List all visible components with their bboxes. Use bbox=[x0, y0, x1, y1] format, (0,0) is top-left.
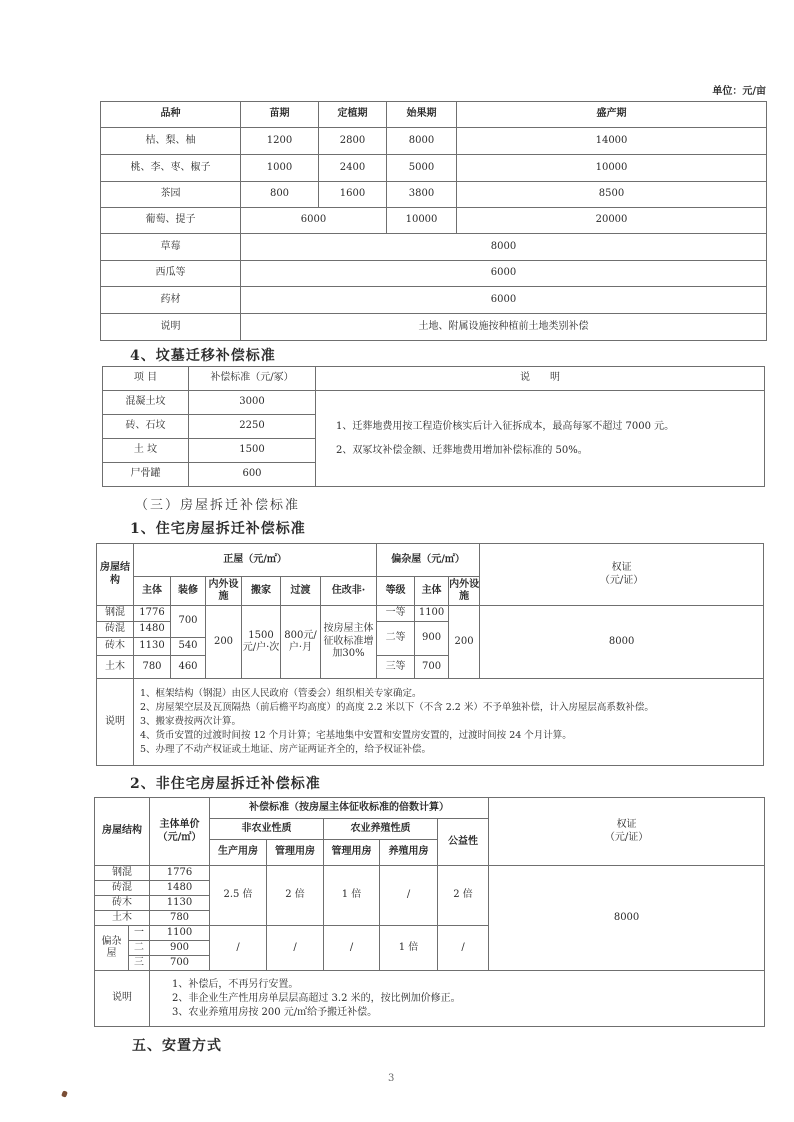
header-side-main: 主体 bbox=[415, 577, 449, 606]
header-planting: 定植期 bbox=[319, 102, 387, 128]
header-certificate bbox=[489, 798, 765, 866]
value-cell: 14000 bbox=[457, 128, 767, 155]
header-transition: 过渡 bbox=[281, 577, 321, 606]
value-cell: 6000 bbox=[241, 261, 767, 287]
certificate-value: 8000 bbox=[480, 606, 764, 679]
multiplier-cell: 2.5 倍 bbox=[210, 866, 267, 926]
header-main-body: 主体 bbox=[134, 577, 171, 606]
value-cell: 700 bbox=[150, 956, 210, 971]
structure-cell: 土木 bbox=[97, 656, 134, 679]
value-cell: 700 bbox=[171, 606, 206, 638]
value-cell: 200 bbox=[449, 606, 480, 679]
value-cell: 200 bbox=[206, 606, 242, 679]
header-item: 项 目 bbox=[103, 367, 189, 391]
header-peak: 盛产期 bbox=[457, 102, 767, 128]
header-variety: 品种 bbox=[101, 102, 241, 128]
header-standard: 补偿标准（元/冢） bbox=[189, 367, 316, 391]
note-line: 4、货币安置的过渡时间按 12 个月计算；宅基地集中安置和安置房安置的，过渡时间按 24 个月计算。 bbox=[140, 730, 572, 741]
note-line: 1、迁葬地费用按工程造价核实后计入征拆成本，最高每冢不超过 7000 元。 bbox=[336, 420, 675, 432]
section-heading-non-residential: 2、非住宅房屋拆迁补偿标准 bbox=[130, 776, 321, 792]
header-conversion: 住改非· bbox=[321, 577, 377, 606]
item-cell: 尸骨罐 bbox=[103, 463, 189, 487]
table-row bbox=[101, 208, 767, 234]
transition-cell: 800元/户·月 bbox=[281, 606, 321, 679]
section-heading-graves: 4、坟墓迁移补偿标准 bbox=[130, 348, 276, 364]
header-management: 管理用房 bbox=[267, 840, 324, 866]
table-row bbox=[101, 182, 767, 208]
table-header-row bbox=[101, 102, 767, 128]
grade-cell: 一 bbox=[129, 926, 150, 941]
header-unit-price: 主体单价（元/㎡） bbox=[150, 798, 210, 866]
table-header-row bbox=[97, 544, 764, 577]
table-row bbox=[101, 261, 767, 287]
value-cell: 3800 bbox=[387, 182, 457, 208]
variety-cell: 西瓜等 bbox=[101, 261, 241, 287]
certificate-unit: （元/证） bbox=[604, 831, 649, 843]
value-cell: 780 bbox=[134, 656, 171, 679]
table-header-row bbox=[95, 798, 765, 819]
header-breeding: 养殖用房 bbox=[380, 840, 438, 866]
value-cell: 1776 bbox=[134, 606, 171, 622]
grade-cell: 三等 bbox=[377, 656, 415, 679]
notes-label: 说明 bbox=[97, 679, 134, 766]
note-line: 3、农业养殖用房按 200 元/㎡给予搬迁补偿。 bbox=[172, 1006, 378, 1018]
multiplier-cell: 2 倍 bbox=[267, 866, 324, 926]
notes-label: 说明 bbox=[101, 314, 241, 341]
variety-cell: 桃、李、枣、椒子 bbox=[101, 155, 241, 182]
note-line: 2、双冢坟补偿金额、迁葬地费用增加补偿标准的 50%。 bbox=[336, 444, 588, 456]
section-heading-house: （三）房屋拆迁补偿标准 bbox=[135, 498, 301, 513]
structure-cell: 砖木 bbox=[95, 896, 150, 911]
value-cell: 1200 bbox=[241, 128, 319, 155]
structure-cell: 土木 bbox=[95, 911, 150, 926]
header-side-facilities: 内外设施 bbox=[449, 577, 480, 606]
scan-artifact bbox=[61, 1090, 68, 1097]
value-cell: 460 bbox=[171, 656, 206, 679]
notes-label: 说明 bbox=[95, 971, 150, 1027]
header-agri-management: 管理用房 bbox=[324, 840, 380, 866]
multiplier-cell: / bbox=[324, 926, 380, 971]
multiplier-cell: 1 倍 bbox=[380, 926, 438, 971]
header-notes: 说 明 bbox=[316, 367, 765, 391]
moving-cell: 1500元/户·次 bbox=[242, 606, 281, 679]
variety-cell: 桔、梨、柚 bbox=[101, 128, 241, 155]
non-residential-compensation-table bbox=[94, 797, 765, 1027]
grave-compensation-table bbox=[102, 366, 765, 487]
variety-cell: 草莓 bbox=[101, 234, 241, 261]
note-line: 2、房屋架空层及瓦顶隔热（前后檐平均高度）的高度 2.2 米以下（不含 2.2 米）不予单独补偿，计入房屋层高系数补偿。 bbox=[140, 702, 654, 713]
value-cell: 1130 bbox=[150, 896, 210, 911]
header-fruiting: 始果期 bbox=[387, 102, 457, 128]
value-cell: 20000 bbox=[457, 208, 767, 234]
page-number: 3 bbox=[388, 1073, 395, 1084]
table-row bbox=[101, 314, 767, 341]
value-cell: 1480 bbox=[134, 622, 171, 638]
item-cell: 土 坟 bbox=[103, 439, 189, 463]
value-cell: 8000 bbox=[387, 128, 457, 155]
multiplier-cell: 2 倍 bbox=[438, 866, 489, 926]
side-house-label: 偏杂屋 bbox=[95, 926, 129, 971]
note-line: 1、框架结构（钢混）由区人民政府（管委会）组织相关专家确定。 bbox=[140, 688, 422, 699]
certificate-label: 权证 bbox=[611, 562, 632, 573]
section-heading-residential: 1、住宅房屋拆迁补偿标准 bbox=[130, 521, 306, 537]
table-row bbox=[101, 155, 767, 182]
value-cell: 10000 bbox=[457, 155, 767, 182]
value-cell: 1130 bbox=[134, 638, 171, 656]
residential-notes bbox=[134, 679, 764, 766]
value-cell: 800 bbox=[241, 182, 319, 208]
value-cell: 1600 bbox=[319, 182, 387, 208]
item-cell: 混凝土坟 bbox=[103, 391, 189, 415]
grade-cell: 二等 bbox=[377, 622, 415, 656]
value-cell: 2800 bbox=[319, 128, 387, 155]
value-cell: 780 bbox=[150, 911, 210, 926]
value-cell: 1000 bbox=[241, 155, 319, 182]
header-non-agricultural: 非农业性质 bbox=[210, 819, 324, 840]
value-cell: 5000 bbox=[387, 155, 457, 182]
value-cell: 6000 bbox=[241, 287, 767, 314]
table-row bbox=[101, 287, 767, 314]
value-cell: 2250 bbox=[189, 415, 316, 439]
table-row bbox=[95, 971, 765, 1027]
table-row bbox=[97, 679, 764, 766]
value-cell: 540 bbox=[171, 638, 206, 656]
structure-cell: 砖木 bbox=[97, 638, 134, 656]
non-residential-notes bbox=[150, 971, 765, 1027]
header-main-house: 正屋（元/㎡） bbox=[134, 544, 377, 577]
note-line: 3、搬家费按两次计算。 bbox=[140, 716, 242, 727]
crop-compensation-table bbox=[100, 101, 767, 341]
variety-cell: 葡萄、提子 bbox=[101, 208, 241, 234]
grade-cell: 三 bbox=[129, 956, 150, 971]
certificate-label: 权证 bbox=[616, 819, 637, 830]
multiplier-cell: / bbox=[210, 926, 267, 971]
header-seedling: 苗期 bbox=[241, 102, 319, 128]
note-line: 5、办理了不动产权证或土地证、房产证两证齐全的，给予权证补偿。 bbox=[140, 744, 432, 755]
multiplier-cell: 1 倍 bbox=[324, 866, 380, 926]
value-cell: 900 bbox=[415, 622, 449, 656]
table-row bbox=[101, 234, 767, 261]
table-row bbox=[97, 606, 764, 622]
header-compensation-standard: 补偿标准（按房屋主体征收标准的倍数计算） bbox=[210, 798, 489, 819]
value-cell: 10000 bbox=[387, 208, 457, 234]
header-structure: 房屋结构 bbox=[95, 798, 150, 866]
multiplier-cell: / bbox=[267, 926, 324, 971]
certificate-unit: （元/证） bbox=[599, 574, 644, 586]
header-certificate bbox=[480, 544, 764, 606]
table-header-row bbox=[103, 367, 765, 391]
notes-cell: 土地、附属设施按种植前土地类别补偿 bbox=[241, 314, 767, 341]
section-heading-resettlement: 五、安置方式 bbox=[132, 1038, 222, 1054]
header-production: 生产用房 bbox=[210, 840, 267, 866]
value-cell: 1100 bbox=[415, 606, 449, 622]
variety-cell: 药材 bbox=[101, 287, 241, 314]
multiplier-cell: / bbox=[380, 866, 438, 926]
note-line: 1、补偿后，不再另行安置。 bbox=[172, 978, 299, 990]
value-cell: 1500 bbox=[189, 439, 316, 463]
header-decoration: 装修 bbox=[171, 577, 206, 606]
note-line: 2、非企业生产性用房单层层高超过 3.2 米的，按比例加价修正。 bbox=[172, 992, 461, 1004]
header-agricultural: 农业养殖性质 bbox=[324, 819, 438, 840]
conversion-cell: 按房屋主体征收标准增加30% bbox=[321, 606, 377, 679]
structure-cell: 砖混 bbox=[95, 881, 150, 896]
structure-cell: 钢混 bbox=[95, 866, 150, 881]
structure-cell: 砖混 bbox=[97, 622, 134, 638]
table-row bbox=[101, 128, 767, 155]
value-cell: 8500 bbox=[457, 182, 767, 208]
table-row bbox=[103, 391, 765, 415]
value-cell: 1100 bbox=[150, 926, 210, 941]
value-cell: 8000 bbox=[241, 234, 767, 261]
header-public-welfare: 公益性 bbox=[438, 819, 489, 866]
header-facilities: 内外设施 bbox=[206, 577, 242, 606]
value-cell: 900 bbox=[150, 941, 210, 956]
value-cell: 3000 bbox=[189, 391, 316, 415]
value-cell: 1480 bbox=[150, 881, 210, 896]
multiplier-cell: / bbox=[438, 926, 489, 971]
header-structure: 房屋结构 bbox=[97, 544, 134, 606]
certificate-value: 8000 bbox=[489, 866, 765, 971]
value-cell: 600 bbox=[189, 463, 316, 487]
unit-label: 单位：元/亩 bbox=[712, 86, 766, 97]
grade-cell: 一等 bbox=[377, 606, 415, 622]
value-cell: 6000 bbox=[241, 208, 387, 234]
header-side-house: 偏杂屋（元/㎡） bbox=[377, 544, 480, 577]
value-cell: 1776 bbox=[150, 866, 210, 881]
grade-cell: 二 bbox=[129, 941, 150, 956]
structure-cell: 钢混 bbox=[97, 606, 134, 622]
table-row bbox=[95, 866, 765, 881]
residential-compensation-table bbox=[96, 543, 764, 766]
header-grade: 等级 bbox=[377, 577, 415, 606]
value-cell: 700 bbox=[415, 656, 449, 679]
value-cell: 2400 bbox=[319, 155, 387, 182]
header-moving: 搬家 bbox=[242, 577, 281, 606]
item-cell: 砖、石坟 bbox=[103, 415, 189, 439]
variety-cell: 茶园 bbox=[101, 182, 241, 208]
grave-notes bbox=[316, 391, 765, 487]
